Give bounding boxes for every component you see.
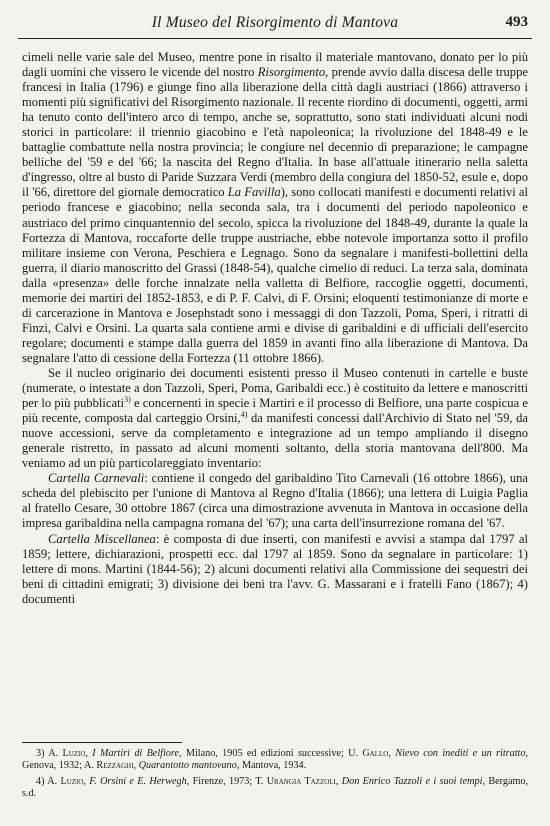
footnote-3 — [22, 748, 528, 773]
italic-text: I Martiri di Belfiore — [92, 748, 180, 759]
running-title: Il Museo del Risorgimento di Mantova — [151, 14, 399, 31]
author-name: Rezzaghi — [96, 760, 134, 772]
italic-text: Risorgimento — [257, 65, 326, 80]
paragraph-museum-itinerary — [22, 50, 528, 366]
italic-text: Quarantotto mantovano — [138, 760, 237, 772]
body-text — [22, 50, 528, 607]
footnote-rule — [22, 742, 182, 743]
text-run: Se il nucleo originario dei documenti esistenti presso il Museo contenuti in cartelle e buste (numerate, o intestate a don Tazzoli, Speri, Poma, Garibaldi ecc.) è costituito da lettere e manoscritti per lo più pubblicati — [22, 365, 528, 411]
text-run: , — [133, 760, 139, 772]
text-run: , — [388, 748, 396, 759]
italic-text: Nievo con inediti e un ritratto — [395, 748, 526, 759]
text-run: , Bergamo, s.d. — [22, 775, 529, 800]
paragraph-cartella-carnevali — [22, 471, 528, 531]
paragraph-documents-nucleus — [22, 366, 528, 471]
text-run: , — [335, 775, 342, 787]
footnote-ref: 4) — [240, 409, 248, 419]
footnotes — [22, 748, 528, 804]
text-run: e concernenti in specie i Martiri e il processo di Belfiore, una parte cospicua e più recente, composta dal carteggio Orsini, — [22, 396, 528, 426]
text-run: da manifesti concessi dall'Archivio di Stato nel '59, da nuove accessioni, serve da completamento e integrazione ad un tempo ampliando il disegno generale ristretto, in passato ad alcuni momenti soltanto, della storia mantovana dell'800. Ma veniamo ad un più particolareggiato inventario: — [22, 411, 529, 471]
text-run: , Genova, 1932; A. — [22, 748, 529, 772]
text-run: : contiene il congedo del garibaldino Tito Carnevali (16 ottobre 1866), una scheda del plebiscito per l'unione di Mantova al Regno d'Italia (1866); una lettera di Luigia Paglia al fratello Cesare, 30 ottobre 1867 (circa una dimostrazione avvenuta in Mantova in occasione della impresa garibaldina nella campagna romana del '67); una carta dell'insurrezione romana del '67. — [22, 471, 529, 531]
author-name: Luzio — [62, 748, 86, 759]
text-run: cimeli nelle varie sale del Museo, mentre pone in risalto il materiale mantovano, donato per lo più dagli uomini che vissero le vicende del nostro — [22, 50, 528, 80]
text-run: 3) A. — [36, 748, 63, 759]
author-name: Urangia Tazzoli — [266, 775, 336, 787]
text-run: , — [85, 748, 93, 759]
text-run: 4) A. — [36, 775, 61, 787]
text-run: , Milano, 1905 ed edizioni successive; U. — [179, 748, 363, 759]
running-head — [22, 14, 528, 36]
italic-text: Cartella Miscellanea — [48, 531, 156, 546]
text-run: ), sono collocati manifesti e documenti relativi al periodo francese e giacobino; nella seconda sala, tra i documenti del periodo napoleonico e austriaco del primo cinquantennio del secolo, spicca la rivoluzione del 1848-49, durante la quale la Fortezza di Mantova, roccaforte delle truppe austriache, ebbe notevole importanza sotto il profilo militare insieme con Verona, Peschiera e Legnago. Sono da segnalare i manifesti-bollettini della guerra, il diario manoscritto del Grassi (1848-54), qualche cimelio di reduci. La terza sala, dominata dalla «presenza» delle forche innalzate nella valletta di Belfiore, raccoglie oggetti, documenti, memorie dei martiri del 1852-1853, e di P. F. Calvi, di F. Orsini; eloquenti testimonianze di morte e di carcerazione in Mantova e Josephstadt sono i messaggi di don Tazzoli, Poma, Speri, i ritratti di Finzi, Calvi e Orsini. La quarta sala contiene armi e divise di garibaldini e di ufficiali dell'esercito regolare; documenti e stampe dalla guerra del 1859 in avanti fino alla liberazione di Mantova. Da segnalare l'atto di cessione della Fortezza (11 ottobre 1866). — [22, 185, 528, 365]
text-run: , Firenze, 1973; T. — [186, 775, 267, 787]
page-number: 493 — [505, 14, 528, 30]
italic-text: Don Enrico Tazzoli e i suoi tempi — [341, 775, 483, 787]
text-run: , prende avvio dalla discesa delle truppe francesi in Italia (1796) e giunge fino alla liberazione della città dagli austriaci (1866) attraverso i momenti più significativi del Risorgimento nazionale. Il recente riordino di documenti, oggetti, armi ha tenuto conto dell'intero arco di tempo, anche se, soprattutto, sono stati individuati alcuni nodi storici in particolare: il triennio giacobino e l'età napoleonica; la rivoluzione del 1848-49 e le battaglie combattute nella nostra provincia; le congiure nel decennio di preparazione; le campagne belliche del '59 e del '66; la nascita del Regno d'Italia. In base all'attuale itinerario nella saletta d'ingresso, oltre al busto di Paride Suzzara Verdi (membro della congiura del 1850-52, esule e, dopo il '66, direttore del giornale democratico — [22, 65, 528, 200]
footnote-ref: 3) — [124, 394, 131, 404]
paragraph-cartella-miscellanea — [22, 532, 528, 607]
author-name: Luzio — [60, 775, 84, 787]
header-rule — [18, 38, 532, 39]
text-run: , Mantova, 1934. — [236, 760, 307, 772]
italic-text: Cartella Carnevali — [48, 471, 145, 486]
footnote-4 — [22, 776, 528, 801]
author-name: Gallo — [362, 748, 389, 759]
italic-text: F. Orsini e E. Herwegh — [89, 775, 187, 787]
italic-text: La Favilla — [227, 185, 281, 200]
text-run: : è composta di due inserti, con manifesti e avvisi a stampa dal 1797 al 1859; lettere, dichiarazioni, prospetti ecc. dal 1797 al 1859. Sono da segnalare in particolare: 1) lettere di mons. Martini (1844-56); 2) alcuni documenti relativi alla Commissione dei sequestri dei beni di cittadini emigrati; 3) divisione dei beni tra l'avv. G. Massarani e i fratelli Fano (1867); 4) documenti — [22, 531, 528, 606]
text-run: , — [83, 775, 90, 787]
